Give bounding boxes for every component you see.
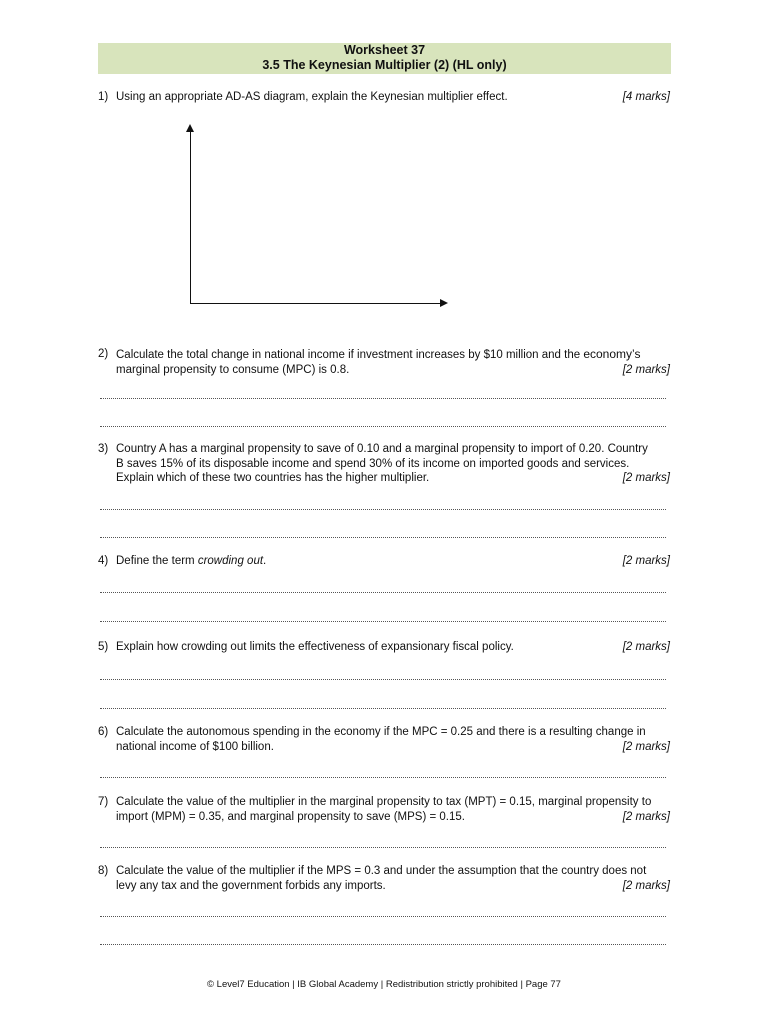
question-number: 6) [98,726,109,738]
question-text: Explain how crowding out limits the effectiveness of expansionary fiscal policy. [116,641,514,653]
diagram-y-axis [190,130,191,303]
marks-label: [2 marks] [622,641,670,653]
marks-label: [4 marks] [622,91,670,103]
answer-line[interactable] [100,698,666,709]
question-text: national income of $100 billion. [116,740,274,753]
question-text: import (MPM) = 0.35, and marginal propensity to save (MPS) = 0.15. [116,810,465,823]
answer-line[interactable] [100,767,666,778]
question-number: 7) [98,796,109,808]
question-text: Explain which of these two countries has the higher multiplier. [116,472,430,484]
question-6 [98,725,670,754]
question-1 [98,90,670,105]
worksheet-title: 3.5 The Keynesian Multiplier (2) (HL only) [262,58,507,72]
marks-label: [2 marks] [622,879,670,892]
answer-line[interactable] [100,669,666,680]
question-number: 1) [98,91,109,103]
question-text: marginal propensity to consume (MPC) is 0.8. [116,363,350,376]
answer-line[interactable] [100,416,666,427]
worksheet-header [98,43,671,74]
question-4 [98,554,670,569]
question-number: 8) [98,865,109,877]
question-text: Calculate the value of the multiplier in the marginal propensity to tax (MPT) = 0.15, marginal propensity to [116,796,652,808]
question-term: crowding out [197,555,264,567]
question-text: Calculate the value of the multiplier if the MPS = 0.3 and under the assumption that the country does not [116,865,647,877]
question-text-extra: economy’s [583,347,641,361]
x-axis-arrow [440,299,448,307]
page-footer: © Level7 Education | IB Global Academy | Redistribution strictly prohibited | Page 77 [207,979,561,990]
question-number: 5) [98,641,109,653]
answer-line[interactable] [100,527,666,538]
worksheet-number: Worksheet 37 [343,43,426,57]
answer-line[interactable] [100,499,666,510]
answer-line[interactable] [100,906,666,917]
question-5 [98,640,670,655]
answer-line[interactable] [100,934,666,945]
question-text: Country A has a marginal propensity to save of 0.10 and a marginal propensity to import of 0.20. Country [116,443,648,455]
answer-line[interactable] [100,388,666,399]
question-text: Define the term [116,555,198,567]
question-number: 4) [98,555,109,567]
question-text: Using an appropriate AD-AS diagram, explain the Keynesian multiplier effect. [116,91,508,103]
answer-line[interactable] [100,837,666,848]
question-number: 3) [98,443,109,455]
question-text: B saves 15% of its disposable income and spend 30% of its income on imported goods and services. [116,457,630,470]
marks-label: [2 marks] [622,472,670,484]
marks-label: [2 marks] [622,363,670,376]
answer-line[interactable] [100,582,666,593]
question-text: Calculate the autonomous spending in the economy if the MPC = 0.25 and there is a resulting change in [116,726,646,738]
question-text: Calculate the total change in national income if investment increases by $10 million and the [116,349,581,361]
question-2 [98,347,670,377]
marks-label: [2 marks] [622,555,670,567]
question-text: levy any tax and the government forbids any imports. [116,879,386,892]
marks-label: [2 marks] [622,810,670,823]
question-7 [98,795,670,824]
marks-label: [2 marks] [622,740,670,753]
diagram-x-axis [190,303,442,304]
question-8 [98,864,670,893]
question-text-tail: . [263,555,267,567]
answer-line[interactable] [100,611,666,622]
question-3 [98,442,670,486]
question-number: 2) [98,348,109,360]
